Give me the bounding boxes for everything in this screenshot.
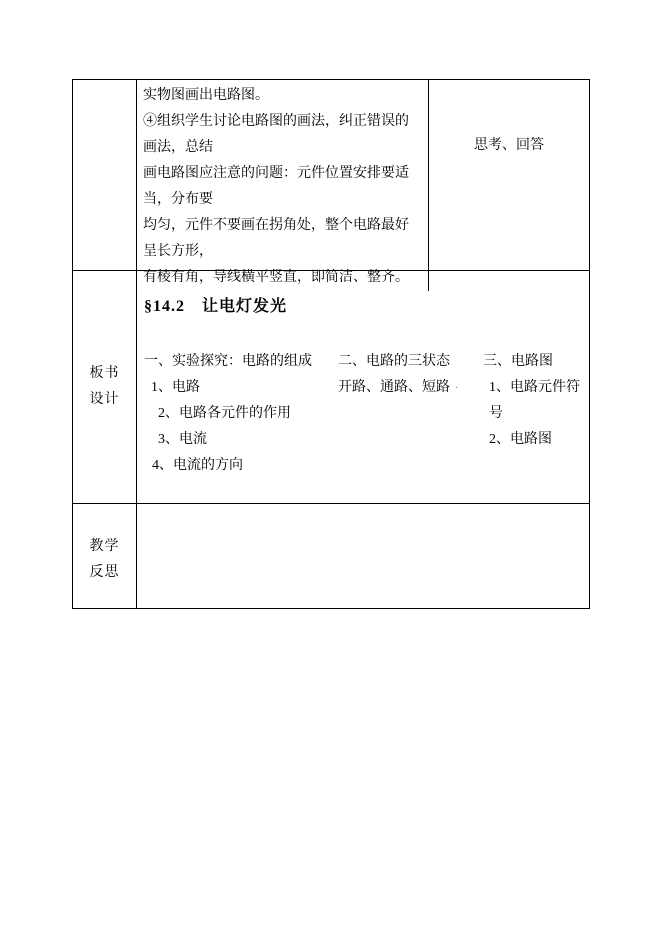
lesson-plan-table <box>72 79 590 609</box>
teacher-activity-line: ④组织学生讨论电路图的画法，纠正错误的画法，总结 <box>143 114 409 155</box>
teacher-activity-line: 均匀，元件不要画在拐角处，整个电路最好呈长方形， <box>143 218 409 259</box>
reflection-content-cell <box>136 504 589 608</box>
board-design-cell <box>136 271 589 503</box>
reflection-header-cell <box>73 504 136 608</box>
student-activity-cell <box>428 80 589 291</box>
board-col2-heading: 二、电路的三状态 <box>338 354 450 369</box>
board-col3-heading: 三、电路图 <box>483 354 553 369</box>
board-col1-item: 2、电路各元件的作用 <box>158 406 291 421</box>
stray-dot-mark: . <box>455 377 458 391</box>
board-col1-heading: 一、实验探究：电路的组成 <box>144 354 312 369</box>
row1-header-cell <box>73 80 136 291</box>
teacher-activity-line: 画电路图应注意的问题：元件位置安排要适当，分布要 <box>143 166 409 207</box>
board-col3-item: 1、电路元件符号 <box>489 380 580 421</box>
board-col1-item: 1、电路 <box>151 380 200 395</box>
table-row <box>73 271 589 504</box>
table-row <box>73 504 589 608</box>
teacher-activity-line: 实物图画出电路图。 <box>143 88 269 103</box>
student-activity-text: 思考、回答 <box>474 138 544 153</box>
header-line: 设计 <box>89 392 120 407</box>
table-row <box>73 80 589 285</box>
teacher-activity-cell <box>136 80 428 291</box>
board-column-2 <box>338 349 450 401</box>
lesson-title: §14.2 让电灯发光 <box>144 298 288 315</box>
board-col1-item: 4、电流的方向 <box>152 458 243 473</box>
board-col3-item: 2、电路图 <box>489 432 552 447</box>
header-line: 板书 <box>89 366 120 381</box>
board-col1-item: 3、电流 <box>158 432 207 447</box>
header-line: 反思 <box>89 565 120 580</box>
board-col2-item: 开路、通路、短路 <box>338 380 450 395</box>
board-column-3 <box>483 349 589 453</box>
header-line: 教学 <box>89 539 120 554</box>
board-column-1 <box>144 349 312 479</box>
board-design-header-cell <box>73 271 136 503</box>
teacher-activity-line: 有棱有角，导线横平竖直，即简洁、整齐。 <box>143 270 409 285</box>
